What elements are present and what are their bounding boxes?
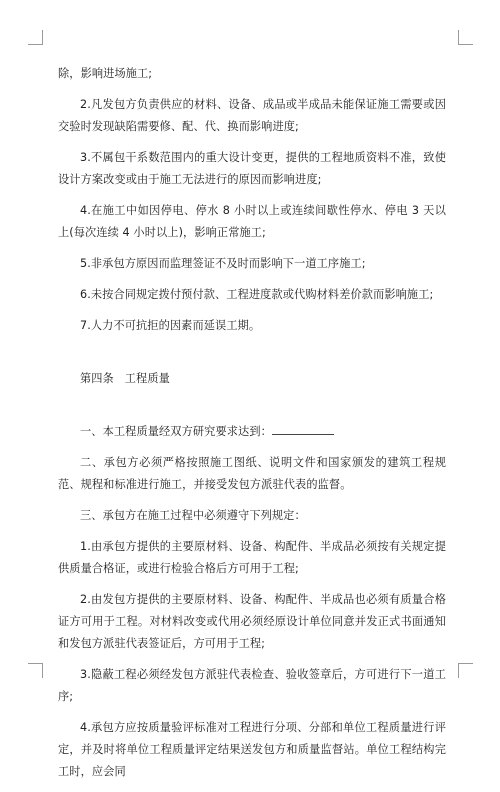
paragraph-text: 4.承包方应按质量验评标准对工程进行分项、分部和单位工程质量进行评定，并及时将单位工程质量评定结果送发包方和质量监督站。单位工程结构完工时，应会同 <box>58 721 446 778</box>
crop-mark-top-right <box>458 30 473 45</box>
paragraph-quality-target <box>58 421 446 443</box>
paragraph-rule-1 <box>58 536 446 580</box>
fill-in-blank <box>272 422 334 435</box>
paragraph-item-5 <box>58 253 446 275</box>
paragraph-clause-2 <box>58 452 446 496</box>
crop-mark-top-left <box>28 30 43 45</box>
paragraph-item-6 <box>58 284 446 306</box>
document-body <box>58 63 446 792</box>
paragraph-text: 2.由发包方提供的主要原材料、设备、构配件、半成品也必须有质量合格证方可用于工程。对材料改变或代用必须经原设计单位同意并发正式书面通知和发包方派驻代表签证后，方可用于工程; <box>58 593 446 650</box>
paragraph-text: 3.不属包干系数范围内的重大设计变更，提供的工程地质资料不准，致使设计方案改变或由于施工无法进行的原因而影响进度; <box>58 151 446 186</box>
paragraph-item-4 <box>58 200 446 244</box>
paragraph-text: 3.隐蔽工程必须经发包方派驻代表检查、验收签章后，方可进行下一道工序; <box>58 668 446 703</box>
paragraph-text: 6.未按合同规定拨付预付款、工程进度款或代购材料差价款而影响施工; <box>80 288 434 301</box>
paragraph-clause-3 <box>58 505 446 527</box>
paragraph-text: 除，影响进场施工; <box>58 67 153 80</box>
crop-mark-bottom-right <box>458 663 473 678</box>
paragraph-text: 5.非承包方原因而监理签证不及时而影响下一道工序施工; <box>80 257 366 270</box>
paragraph-text: 一、本工程质量经双方研究要求达到： <box>80 425 272 438</box>
paragraph-text: 1.由承包方提供的主要原材料、设备、构配件、半成品必须按有关规定提供质量合格证，或进行检验合格后方可用于工程; <box>58 540 446 575</box>
paragraph-text: 二、承包方必须严格按照施工图纸、说明文件和国家颁发的建筑工程规范、规程和标准进行施工，并接受发包方派驻代表的监督。 <box>58 456 446 491</box>
paragraph-text: 7.人力不可抗拒的因素而延误工期。 <box>80 319 261 332</box>
section-heading-text: 第四条 工程质量 <box>79 372 170 385</box>
paragraph-continuation <box>58 63 446 85</box>
paragraph-item-3 <box>58 147 446 191</box>
paragraph-rule-3 <box>58 664 446 708</box>
paragraph-text: 4.在施工中如因停电、停水 8 小时以上或连续间歇性停水、停电 3 天以上(每次连续 4 小时以上)，影响正常施工; <box>58 204 446 239</box>
section-heading <box>58 346 446 412</box>
paragraph-item-2 <box>58 94 446 138</box>
paragraph-text: 三、承包方在施工过程中必须遵守下列规定： <box>80 509 306 522</box>
crop-mark-bottom-left <box>28 663 43 678</box>
paragraph-rule-2 <box>58 589 446 655</box>
paragraph-item-7 <box>58 315 446 337</box>
paragraph-text: 2.凡发包方负责供应的材料、设备、成品或半成品未能保证施工需要或因交验时发现缺陷需要修、配、代、换而影响进度; <box>58 98 446 133</box>
paragraph-rule-4 <box>58 717 446 783</box>
